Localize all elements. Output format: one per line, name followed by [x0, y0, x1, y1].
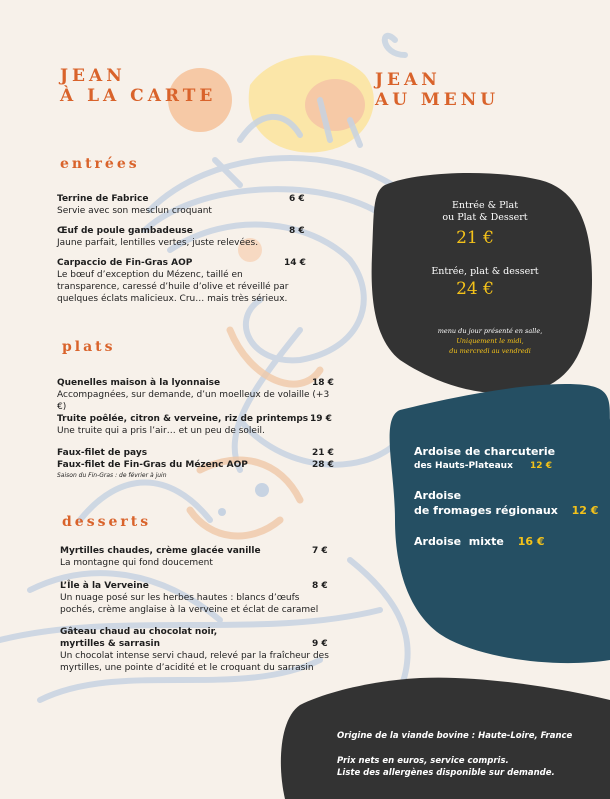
ardoise-line-text: de fromages régionaux [414, 504, 558, 517]
ardoise-price: 16 € [517, 535, 545, 548]
section-title-plats: plats [62, 339, 116, 355]
ardoise-line-text: Ardoise mixte [414, 535, 504, 548]
item-price: 8 € [289, 226, 305, 236]
menu-note-line1: menu du jour présenté en salle, [437, 327, 543, 335]
menu-note-line2: Uniquement le midi, [456, 337, 524, 345]
menu-item-dessert [60, 545, 335, 569]
item-price: 6 € [289, 194, 305, 204]
menu-item-entree [57, 225, 307, 249]
menu-item-plat [57, 413, 337, 437]
item-price: 21 € [312, 448, 334, 458]
menu-item-entree [57, 193, 307, 217]
menu-item-entree [57, 257, 307, 305]
ardoise-price: 12 € [571, 504, 599, 517]
ardoise-line-text: des Hauts-Plateaux [414, 461, 513, 471]
item-name: Gâteau chaud au chocolat noir, myrtilles & sarrasin [60, 627, 218, 649]
item-price: 19 € [310, 414, 332, 424]
ardoise-line: Ardoise [414, 489, 462, 502]
menu-price-2: 24 € [456, 279, 494, 299]
formula-1-line1: Entrée & Plat [451, 200, 519, 211]
menu-item-plat [57, 459, 337, 480]
footer-allergens: Liste des allergènes disponible sur demande. [337, 768, 555, 778]
header-left-line2: À LA CARTE [60, 86, 217, 106]
ardoise-price: 12 € [530, 461, 552, 471]
item-description: Un chocolat intense servi chaud, relevé par la fraîcheur des myrtilles, une pointe d’acidité et le croquant du sarrasin [60, 651, 329, 673]
ardoise-fromages [414, 488, 598, 518]
item-description: La montagne qui fond doucement [60, 558, 213, 568]
item-price: 8 € [312, 581, 328, 591]
item-description: Le bœuf d’exception du Mézenc, taillé en transparence, caressé d’huile d’olive et réveillé par quelques éclats malicieux. Cru… mais très sérieux. [57, 270, 289, 304]
header-right-line2: AU MENU [375, 90, 500, 110]
menu-formula-1 [400, 200, 570, 224]
ardoise-line [414, 459, 555, 473]
item-name: Carpaccio de Fin-Gras AOP [57, 258, 193, 268]
ardoise-line [414, 503, 598, 518]
formula-1-line2: ou Plat & Dessert [442, 212, 528, 223]
item-name: Quenelles maison à la lyonnaise [57, 378, 221, 388]
item-description: Servie avec son mesclun croquant [57, 206, 212, 216]
header-left [60, 66, 216, 106]
item-name: L’Île à la Verveine [60, 581, 149, 591]
menu-formula-2: Entrée, plat & dessert [431, 266, 539, 277]
ardoise-charcuterie [414, 445, 555, 473]
item-name: Myrtilles chaudes, crème glacée vanille [60, 546, 261, 556]
item-description: Un nuage posé sur les herbes hautes : blancs d’œufs pochés, crème anglaise à la verveine et éclat de caramel [60, 593, 319, 615]
item-description: Une truite qui a pris l’air… et un peu de soleil. [57, 426, 265, 436]
menu-item-dessert [60, 580, 335, 616]
item-price: 7 € [312, 546, 328, 556]
item-price: 28 € [312, 460, 334, 470]
item-price: 9 € [312, 639, 328, 649]
menu-item-plat [57, 377, 337, 413]
item-note: Saison du Fin-Gras : de février à juin [57, 472, 167, 479]
item-name: Faux-filet de pays [57, 448, 148, 458]
item-description: Jaune parfait, lentilles vertes, juste relevées. [57, 238, 259, 248]
item-description: Accompagnées, sur demande, d’un moelleux de volaille (+3 €) [57, 390, 330, 412]
menu-price-1: 21 € [456, 228, 494, 248]
item-name: Terrine de Fabrice [57, 194, 149, 204]
header-right [375, 70, 499, 110]
footer-prices: Prix nets en euros, service compris. [337, 756, 509, 766]
menu-note [400, 326, 580, 356]
section-title-entrees: entrées [60, 156, 140, 172]
footer-origin: Origine de la viande bovine : Haute-Loire, France [337, 731, 573, 741]
item-name: Truite poêlée, citron & verveine, riz de printemps [57, 414, 309, 424]
item-price: 18 € [312, 378, 334, 388]
item-price: 14 € [284, 258, 306, 268]
menu-item-plat [57, 447, 337, 459]
section-title-desserts: desserts [62, 514, 152, 530]
item-name: Œuf de poule gambadeuse [57, 226, 193, 236]
header-left-line1: JEAN [60, 66, 126, 86]
menu-item-dessert [60, 626, 335, 674]
header-right-line1: JEAN [375, 70, 441, 90]
item-name: Faux-filet de Fin-Gras du Mézenc AOP [57, 460, 248, 470]
menu-note-line3: du mercredi au vendredi [449, 347, 531, 355]
ardoise-line: Ardoise de charcuterie [414, 445, 556, 458]
ardoise-mixte [414, 534, 545, 549]
